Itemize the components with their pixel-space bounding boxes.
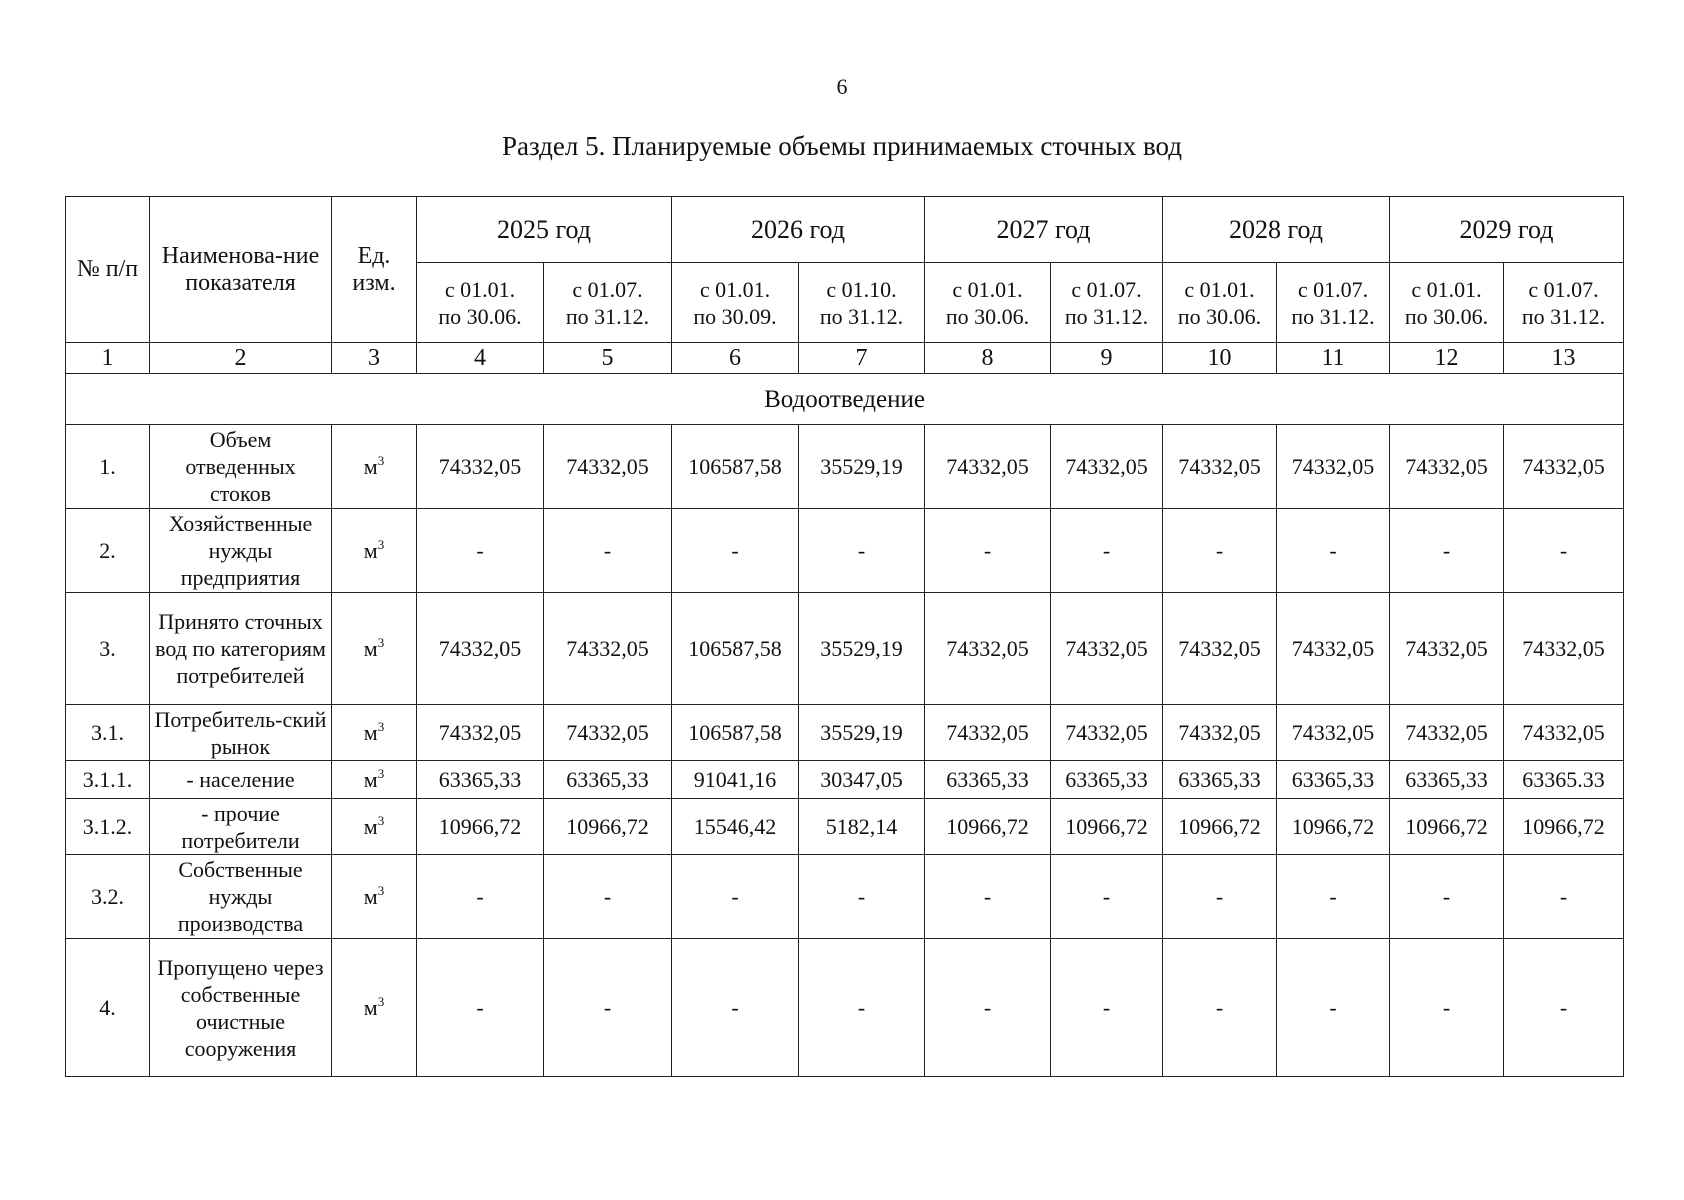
value-cell: 74332,05 xyxy=(1163,705,1277,761)
value-cell: 74332,05 xyxy=(1504,425,1624,509)
column-number: 4 xyxy=(417,343,544,374)
value-cell: 35529,19 xyxy=(799,705,925,761)
header-year-2025: 2025 год xyxy=(417,197,672,263)
unit-base: м xyxy=(363,720,378,745)
value-cell: 74332,05 xyxy=(1163,593,1277,705)
period-line: с 01.07. xyxy=(1071,276,1142,302)
value-cell: 74332,05 xyxy=(925,593,1051,705)
period-header xyxy=(1163,263,1277,343)
value-cell: 74332,05 xyxy=(1277,705,1390,761)
value-cell: - xyxy=(417,939,544,1077)
row-unit xyxy=(332,939,417,1077)
row-name: Собственные нужды производства xyxy=(150,855,332,939)
value-cell: 63365,33 xyxy=(1051,761,1163,799)
period-header xyxy=(799,263,925,343)
value-cell: 91041,16 xyxy=(672,761,799,799)
value-cell: - xyxy=(925,855,1051,939)
value-cell: 74332,05 xyxy=(1051,705,1163,761)
period-header xyxy=(1051,263,1163,343)
value-cell: 106587,58 xyxy=(672,593,799,705)
value-cell: - xyxy=(1277,855,1390,939)
unit-exponent: 3 xyxy=(377,719,385,734)
value-cell: - xyxy=(1504,509,1624,593)
value-cell: - xyxy=(799,509,925,593)
row-number: 3.2. xyxy=(66,855,150,939)
header-year-2028: 2028 год xyxy=(1163,197,1390,263)
table-row xyxy=(66,799,1624,855)
value-cell: 74332,05 xyxy=(417,705,544,761)
period-line: с 01.01. xyxy=(444,276,516,302)
value-cell: 63365,33 xyxy=(417,761,544,799)
period-line: по 31.12. xyxy=(1521,303,1606,329)
column-number: 3 xyxy=(332,343,417,374)
period-line: с 01.01. xyxy=(1411,276,1482,302)
header-year-2027: 2027 год xyxy=(925,197,1163,263)
value-cell: 74332,05 xyxy=(544,425,672,509)
value-cell: 63365,33 xyxy=(1277,761,1390,799)
row-name: Хозяйственные нужды предприятия xyxy=(150,509,332,593)
value-cell: - xyxy=(925,509,1051,593)
row-name: Объем отведенных стоков xyxy=(150,425,332,509)
period-line: по 30.06. xyxy=(1177,303,1262,329)
period-header xyxy=(544,263,672,343)
table-row xyxy=(66,593,1624,705)
value-cell: 10966,72 xyxy=(1504,799,1624,855)
period-line: с 01.01. xyxy=(952,276,1023,302)
period-header xyxy=(1390,263,1504,343)
value-cell: 10966,72 xyxy=(1277,799,1390,855)
value-cell: - xyxy=(417,509,544,593)
value-cell: 35529,19 xyxy=(799,425,925,509)
column-number: 6 xyxy=(672,343,799,374)
value-cell: 10966,72 xyxy=(1051,799,1163,855)
column-number: 2 xyxy=(150,343,332,374)
period-header xyxy=(1504,263,1624,343)
column-number: 7 xyxy=(799,343,925,374)
header-year-2029: 2029 год xyxy=(1390,197,1624,263)
table-row xyxy=(66,939,1624,1077)
row-number: 3.1.1. xyxy=(66,761,150,799)
unit-base: м xyxy=(363,767,378,792)
row-name: Пропущено через собственные очистные сооружения xyxy=(150,939,332,1077)
value-cell: 74332,05 xyxy=(1504,705,1624,761)
table-row xyxy=(66,705,1624,761)
value-cell: 74332,05 xyxy=(1504,593,1624,705)
value-cell: 106587,58 xyxy=(672,425,799,509)
value-cell: 15546,42 xyxy=(672,799,799,855)
row-unit xyxy=(332,509,417,593)
row-name: - прочие потребители xyxy=(150,799,332,855)
column-number-row xyxy=(66,343,1624,374)
unit-exponent: 3 xyxy=(377,537,385,552)
period-line: по 30.09. xyxy=(693,303,777,329)
value-cell: 10966,72 xyxy=(925,799,1051,855)
row-number: 3. xyxy=(66,593,150,705)
value-cell: - xyxy=(417,855,544,939)
value-cell: 74332,05 xyxy=(1051,593,1163,705)
unit-base: м xyxy=(363,884,378,909)
period-line: по 30.06. xyxy=(438,303,522,329)
value-cell: - xyxy=(544,855,672,939)
unit-base: м xyxy=(363,454,378,479)
value-cell: - xyxy=(1390,855,1504,939)
value-cell: 10966,72 xyxy=(544,799,672,855)
period-line: с 01.01. xyxy=(1184,276,1255,302)
row-unit xyxy=(332,799,417,855)
value-cell: 74332,05 xyxy=(925,705,1051,761)
page-number: 6 xyxy=(836,74,848,99)
column-number: 10 xyxy=(1163,343,1277,374)
period-header xyxy=(925,263,1051,343)
period-header xyxy=(672,263,799,343)
value-cell: - xyxy=(1051,939,1163,1077)
value-cell: - xyxy=(672,855,799,939)
period-line: с 01.07. xyxy=(572,276,643,302)
value-cell: 5182,14 xyxy=(799,799,925,855)
value-cell: 63365.33 xyxy=(1504,761,1624,799)
unit-base: м xyxy=(363,538,378,563)
period-line: по 31.12. xyxy=(1291,303,1375,329)
value-cell: - xyxy=(1163,939,1277,1077)
value-cell: 106587,58 xyxy=(672,705,799,761)
value-cell: - xyxy=(1163,855,1277,939)
section-title: Раздел 5. Планируемые объемы принимаемых сточных вод xyxy=(501,131,1182,161)
header-num: № п/п xyxy=(66,197,150,343)
unit-base: м xyxy=(363,814,378,839)
value-cell: 74332,05 xyxy=(1390,425,1504,509)
table-row xyxy=(66,761,1624,799)
value-cell: 74332,05 xyxy=(417,593,544,705)
row-number: 1. xyxy=(66,425,150,509)
year-header-row xyxy=(66,197,1624,263)
row-name: Потребитель-ский рынок xyxy=(150,705,332,761)
value-cell: 30347,05 xyxy=(799,761,925,799)
row-name: - население xyxy=(150,761,332,799)
header-name: Наименова-ние показателя xyxy=(150,197,332,343)
section-row xyxy=(66,374,1624,425)
value-cell: 74332,05 xyxy=(544,705,672,761)
row-unit xyxy=(332,855,417,939)
value-cell: 74332,05 xyxy=(1277,425,1390,509)
period-header xyxy=(1277,263,1390,343)
row-number: 3.1. xyxy=(66,705,150,761)
row-unit xyxy=(332,425,417,509)
value-cell: 35529,19 xyxy=(799,593,925,705)
value-cell: - xyxy=(1390,509,1504,593)
period-line: по 31.12. xyxy=(819,303,904,329)
row-unit xyxy=(332,593,417,705)
period-line: с 01.07. xyxy=(1297,276,1369,302)
value-cell: 63365,33 xyxy=(925,761,1051,799)
value-cell: 10966,72 xyxy=(417,799,544,855)
value-cell: 74332,05 xyxy=(1277,593,1390,705)
value-cell: 74332,05 xyxy=(1390,593,1504,705)
value-cell: - xyxy=(799,939,925,1077)
unit-exponent: 3 xyxy=(377,635,385,650)
section-heading: Водоотведение xyxy=(66,374,1624,425)
row-number: 4. xyxy=(66,939,150,1077)
table-row xyxy=(66,509,1624,593)
value-cell: 10966,72 xyxy=(1163,799,1277,855)
value-cell: - xyxy=(1051,509,1163,593)
row-name: Принято сточных вод по категориям потребителей xyxy=(150,593,332,705)
period-line: с 01.01. xyxy=(699,276,771,302)
value-cell: 10966,72 xyxy=(1390,799,1504,855)
period-header xyxy=(417,263,544,343)
column-number: 5 xyxy=(544,343,672,374)
unit-exponent: 3 xyxy=(377,994,385,1009)
column-number: 12 xyxy=(1390,343,1504,374)
value-cell: - xyxy=(1504,855,1624,939)
wastewater-volume-table xyxy=(65,196,1624,1077)
value-cell: - xyxy=(799,855,925,939)
unit-exponent: 3 xyxy=(377,766,385,781)
value-cell: - xyxy=(672,939,799,1077)
period-line: по 31.12. xyxy=(565,303,650,329)
row-unit xyxy=(332,705,417,761)
value-cell: - xyxy=(925,939,1051,1077)
period-line: по 30.06. xyxy=(945,303,1030,329)
column-number: 9 xyxy=(1051,343,1163,374)
value-cell: 63365,33 xyxy=(1390,761,1504,799)
value-cell: 74332,05 xyxy=(417,425,544,509)
value-cell: - xyxy=(544,939,672,1077)
value-cell: - xyxy=(672,509,799,593)
row-unit xyxy=(332,761,417,799)
value-cell: 63365,33 xyxy=(544,761,672,799)
unit-exponent: 3 xyxy=(377,453,385,468)
column-number: 1 xyxy=(66,343,150,374)
value-cell: - xyxy=(1277,939,1390,1077)
column-number: 11 xyxy=(1277,343,1390,374)
value-cell: 74332,05 xyxy=(544,593,672,705)
value-cell: - xyxy=(1051,855,1163,939)
value-cell: - xyxy=(544,509,672,593)
value-cell: 63365,33 xyxy=(1163,761,1277,799)
header-year-2026: 2026 год xyxy=(672,197,925,263)
unit-exponent: 3 xyxy=(377,813,385,828)
unit-exponent: 3 xyxy=(377,883,385,898)
table-row xyxy=(66,855,1624,939)
header-unit: Ед. изм. xyxy=(332,197,417,343)
value-cell: - xyxy=(1163,509,1277,593)
value-cell: - xyxy=(1390,939,1504,1077)
period-line: с 01.07. xyxy=(1528,276,1599,302)
table-row xyxy=(66,425,1624,509)
unit-base: м xyxy=(363,995,378,1020)
row-number: 3.1.2. xyxy=(66,799,150,855)
period-line: по 30.06. xyxy=(1404,303,1489,329)
value-cell: 74332,05 xyxy=(1051,425,1163,509)
unit-base: м xyxy=(363,636,378,661)
value-cell: 74332,05 xyxy=(1163,425,1277,509)
column-number: 8 xyxy=(925,343,1051,374)
value-cell: - xyxy=(1504,939,1624,1077)
period-line: с 01.10. xyxy=(826,276,897,302)
value-cell: - xyxy=(1277,509,1390,593)
period-line: по 31.12. xyxy=(1064,303,1149,329)
column-number: 13 xyxy=(1504,343,1624,374)
value-cell: 74332,05 xyxy=(1390,705,1504,761)
row-number: 2. xyxy=(66,509,150,593)
value-cell: 74332,05 xyxy=(925,425,1051,509)
